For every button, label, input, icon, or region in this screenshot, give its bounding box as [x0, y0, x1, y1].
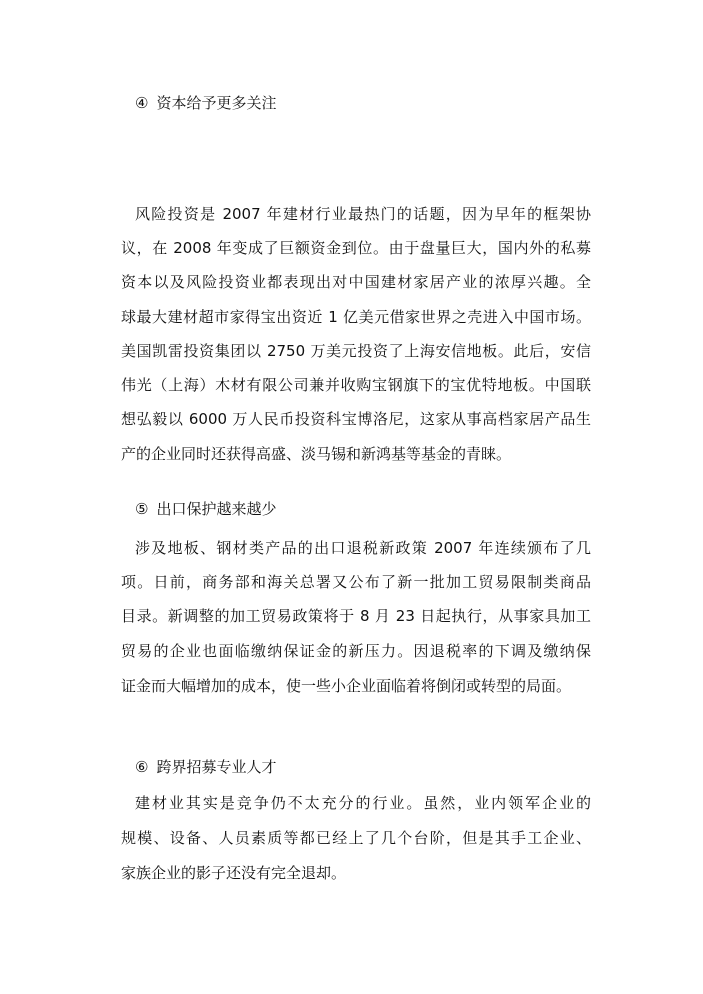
paragraph-line: 风险投资是 2007 年建材行业最热门的话题，因为早年的框架协	[135, 205, 591, 223]
paragraph-line: 想弘毅以 6000 万人民币投资科宝博洛尼，这家从事高档家居产品生	[121, 410, 591, 428]
section-heading-6	[135, 756, 276, 778]
paragraph-line: 涉及地板、钢材类产品的出口退税新政策 2007 年连续颁布了几	[135, 539, 591, 557]
paragraph-line: 议，在 2008 年变成了巨额资金到位。由于盘量巨大，国内外的私募	[121, 239, 591, 257]
paragraph-line: 项。日前，商务部和海关总署又公布了新一批加工贸易限制类商品	[121, 573, 591, 591]
paragraph-line: 证金而大幅增加的成本，使一些小企业面临着将倒闭或转型的局面。	[121, 677, 572, 695]
paragraph-line: 目录。新调整的加工贸易政策将于 8 月 23 日起执行，从事家具加工	[121, 607, 591, 625]
section-number: ④	[135, 94, 149, 112]
paragraph-line: 球最大建材超市家得宝出资近 1 亿美元借家世界之壳进入中国市场。	[121, 308, 591, 326]
paragraph-line: 家族企业的影子还没有完全退却。	[121, 864, 347, 882]
section-number: ⑤	[135, 500, 149, 518]
section-title: 跨界招募专业人才	[156, 758, 277, 776]
section-heading-4	[135, 92, 276, 114]
paragraph-line: 伟光（上海）木材有限公司兼并收购宝钢旗下的宝优特地板。中国联	[121, 376, 591, 394]
paragraph-line: 资本以及风险投资业都表现出对中国建材家居产业的浓厚兴趣。全	[121, 273, 591, 291]
section-heading-5	[135, 498, 276, 520]
section-title: 资本给予更多关注	[156, 94, 277, 112]
paragraph-line: 规模、设备、人员素质等都已经上了几个台阶，但是其手工企业、	[121, 829, 591, 847]
paragraph-line: 贸易的企业也面临缴纳保证金的新压力。因退税率的下调及缴纳保	[121, 642, 591, 660]
section-title: 出口保护越来越少	[156, 500, 277, 518]
section-number: ⑥	[135, 758, 149, 776]
paragraph-line: 建材业其实是竞争仍不太充分的行业。虽然，业内领军企业的	[135, 794, 591, 812]
paragraph-line: 美国凯雷投资集团以 2750 万美元投资了上海安信地板。此后，安信	[121, 342, 591, 360]
paragraph-line: 产的企业同时还获得高盛、淡马锡和新鸿基等基金的青睐。	[121, 445, 512, 463]
